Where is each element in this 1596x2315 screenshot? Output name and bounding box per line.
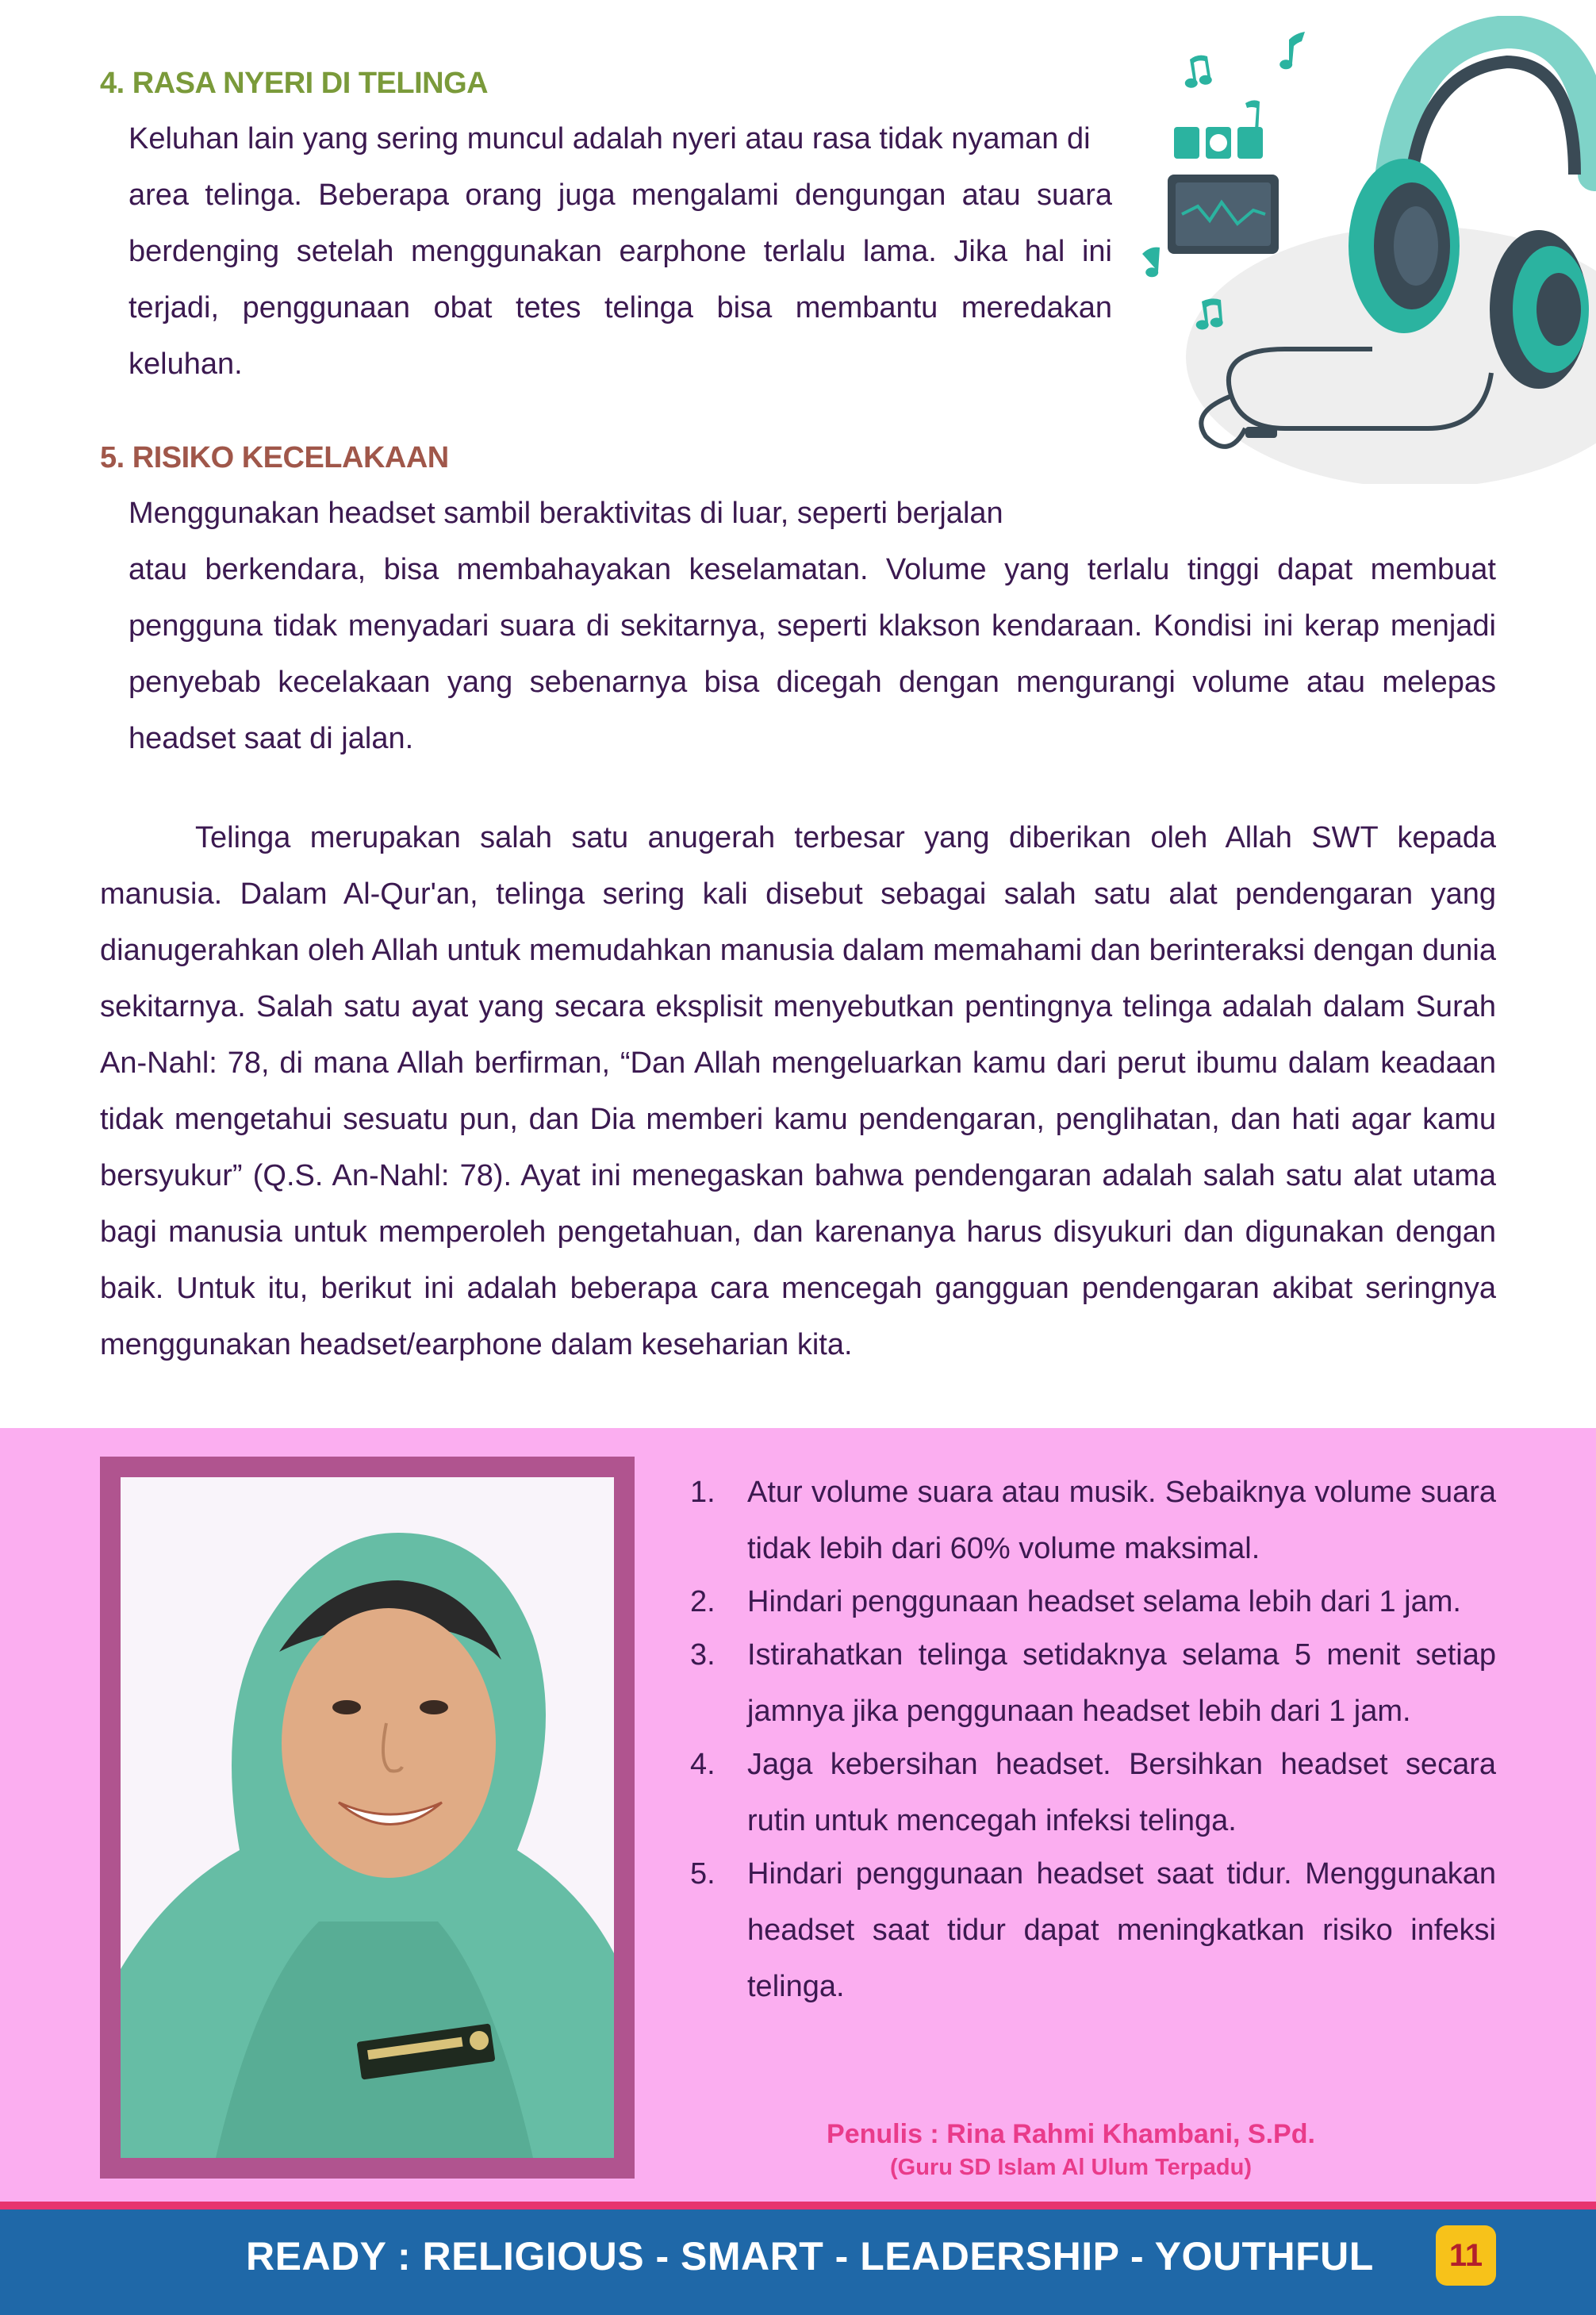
tip-item: [690, 1574, 1496, 1630]
tip-text: Istirahatkan telinga setidaknya selama 5 menit setiap jamnya jika penggunaan headset lebih dari 1 jam.: [747, 1638, 1496, 1728]
tip-number: 2.: [690, 1585, 716, 1618]
footer-motto: READY : RELIGIOUS - SMART - LEADERSHIP - YOUTHFUL: [246, 2234, 1374, 2279]
footer-bar: [0, 2209, 1596, 2315]
tip-number: 1.: [690, 1476, 716, 1509]
tip-text: Atur volume suara atau musik. Sebaiknya volume suara tidak lebih dari 60% volume maksimal.: [747, 1476, 1496, 1565]
tip-text: Jaga kebersihan headset. Bersihkan headset secara rutin untuk mencegah infeksi telinga.: [747, 1748, 1496, 1837]
tip-text: Hindari penggunaan headset saat tidur. Menggunakan headset saat tidur dapat meningkatkan risiko infeksi telinga.: [747, 1857, 1496, 2003]
author-affiliation: (Guru SD Islam Al Ulum Terpadu): [890, 2155, 1252, 2180]
headphone-illustration: [1126, 16, 1596, 484]
section-4-line: berdenging setelah menggunakan earphone terlalu lama. Jika hal ini: [129, 235, 1112, 268]
page-number-badge: 11: [1436, 2225, 1496, 2286]
section-4-body: [129, 111, 1160, 393]
tip-item: [690, 1737, 1496, 1849]
section-5-title: 5. RISIKO KECELAKAAN: [100, 441, 449, 474]
section-4-line: terjadi, penggunaan obat tetes telinga bisa membantu meredakan: [129, 291, 1112, 324]
tip-item: [690, 1846, 1496, 2015]
intro-paragraph: Telinga merupakan salah satu anugerah terbesar yang diberikan oleh Allah SWT kepada manusia. Dalam Al-Qur'an, telinga sering kali disebut sebagai salah satu alat pendengaran yang dianugerahkan oleh Allah untuk memudahkan manusia dalam memahami dan berinteraksi dengan dunia sekitarnya. Salah satu ayat yang secara eksplisit menyebutkan pentingnya telinga adalah dalam Surah An-Nahl: 78, di mana Allah berfirman, “Dan Allah mengeluarkan kamu dari perut ibumu dalam keadaan tidak mengetahui sesuatu pun, dan Dia memberi kamu pendengaran, penglihatan, dan hati agar kamu bersyukur” (Q.S. An-Nahl: 78). Ayat ini menegaskan bahwa pendengaran adalah salah satu alat utama bagi manusia untuk memperoleh pengetahuan, dan karenanya harus disyukuri dan digunakan dengan baik. Untuk itu, berikut ini adalah beberapa cara mencegah gangguan pendengaran akibat seringnya menggunakan headset/earphone dalam keseharian kita.: [100, 821, 1496, 1361]
tip-number: 5.: [690, 1857, 716, 1891]
prevention-tips-list: [690, 1465, 1496, 2012]
tip-item: [690, 1465, 1496, 1577]
footer-accent-line: [0, 2202, 1596, 2209]
tip-number: 4.: [690, 1748, 716, 1781]
section-4-line: area telinga. Beberapa orang juga mengalami dengungan atau suara: [129, 179, 1112, 212]
section-4-line: keluhan.: [129, 347, 243, 381]
tip-number: 3.: [690, 1638, 716, 1672]
section-5-first-line: Menggunakan headset sambil beraktivitas di luar, seperti berjalan: [129, 497, 1003, 530]
section-4-line: Keluhan lain yang sering muncul adalah nyeri atau rasa tidak nyaman di: [129, 122, 1091, 155]
author-portrait-icon: [121, 1477, 614, 2158]
tip-text: Hindari penggunaan headset selama lebih dari 1 jam.: [747, 1585, 1461, 1618]
author-photo: [121, 1477, 614, 2158]
author-photo-frame: [100, 1457, 635, 2179]
tip-item: [690, 1627, 1496, 1740]
section-4-title: 4. RASA NYERI DI TELINGA: [100, 67, 489, 100]
author-credit: [690, 2117, 1452, 2183]
author-name: Penulis : Rina Rahmi Khambani, S.Pd.: [827, 2119, 1315, 2149]
section-5-body: atau berkendara, bisa membahayakan keselamatan. Volume yang terlalu tinggi dapat membuat pengguna tidak menyadari suara di sekitarnya, seperti klakson kendaraan. Kondisi ini kerap menjadi penyebab kecelakaan yang sebenarnya bisa dicegah dengan mengurangi volume atau melepas headset saat di jalan.: [129, 553, 1496, 755]
